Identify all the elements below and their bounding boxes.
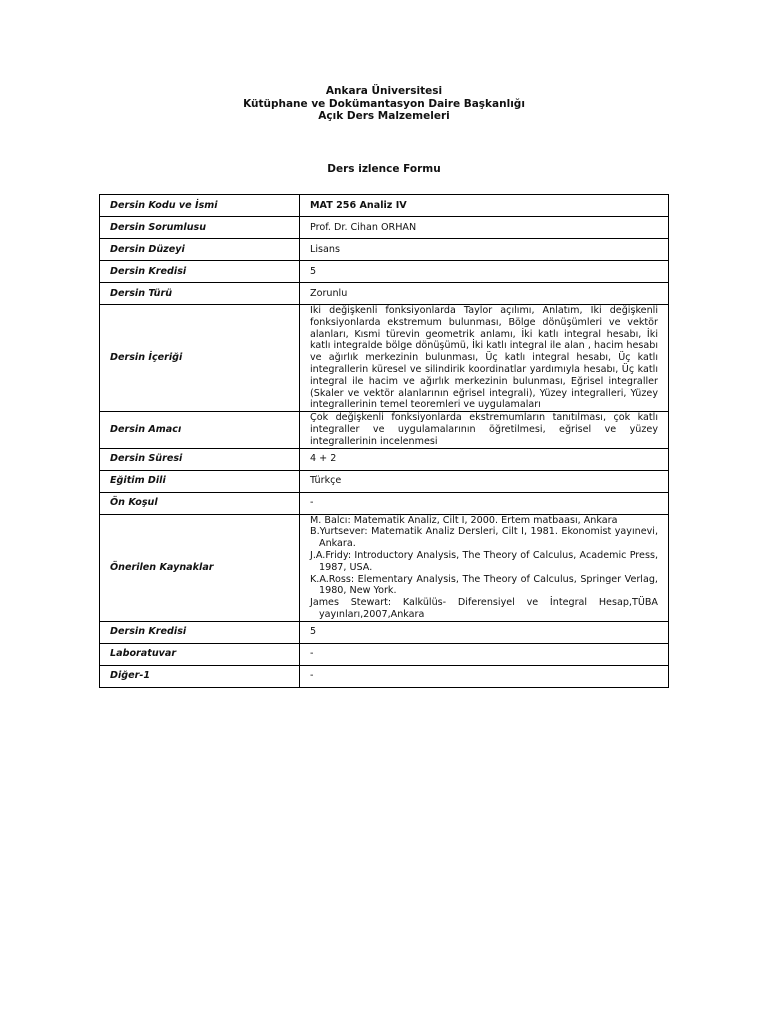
table-row — [100, 514, 669, 621]
course-aim-value: Çok değişkenli fonksiyonlarda ekstremumların tanıtılması, çok katlı integraller ve uygulamalarının öğretilmesi, eğrisel ve yüzey integrallerinin incelenmesi — [300, 412, 669, 448]
table-row — [100, 470, 669, 492]
table-row — [100, 448, 669, 470]
table-row — [100, 665, 669, 687]
row-label: Ön Koşul — [100, 492, 300, 514]
table-row — [100, 261, 669, 283]
syllabus-table — [99, 194, 669, 688]
form-title: Ders izlence Formu — [327, 163, 441, 175]
reference-item: J.A.Fridy: Introductory Analysis, The Theory of Calculus, Academic Press, 1987, USA. — [310, 549, 658, 573]
row-label: Dersin Kredisi — [100, 261, 300, 283]
row-label: Dersin Kredisi — [100, 621, 300, 643]
table-row — [100, 412, 669, 448]
table-row — [100, 283, 669, 305]
department-name: Kütüphane ve Dokümantasyon Daire Başkanlığı — [243, 97, 525, 110]
table-row — [100, 643, 669, 665]
row-label: Dersin Türü — [100, 283, 300, 305]
lab-value: - — [300, 643, 669, 665]
table-row — [100, 217, 669, 239]
row-label: Dersin Kodu ve İsmi — [100, 195, 300, 217]
course-type-value: Zorunlu — [300, 283, 669, 305]
table-row — [100, 305, 669, 412]
references-list — [300, 514, 669, 621]
course-content-value: İki değişkenli fonksiyonlarda Taylor açılımı, Anlatım, İki değişkenli fonksiyonlarda ekstremum bulunması, Bölge dönüşümleri ve vektör alanları, Kısmi türevin geometrik anlamı, İki katlı integral hesabı, İki katlı integralde bölge dönüşümü, İki katlı integral ile alan , hacim hesabı ve ağırlık merkezinin bulunması, Üç katlı integral hesabı, Üç katlı integrallerin küresel ve silindirik koordinatlar yardımıyla hesabı, Üç katlı integral ile hacim ve ağırlık merkezinin bulunması, Eğrisel integraller (Skaler ve vektör alanlarının eğrisel integrali), Yüzey integralleri, Yüzey integrallerinin temel teoremleri ve uygulamaları — [300, 305, 669, 412]
row-label: Önerilen Kaynaklar — [100, 514, 300, 621]
table-row — [100, 195, 669, 217]
university-name: Ankara Üniversitesi — [325, 85, 443, 97]
row-label: Dersin Süresi — [100, 448, 300, 470]
row-label: Dersin İçeriği — [100, 305, 300, 412]
course-credit-value: 5 — [300, 261, 669, 283]
table-row — [100, 621, 669, 643]
row-label: Laboratuvar — [100, 643, 300, 665]
row-label: Dersin Sorumlusu — [100, 217, 300, 239]
course-level-value: Lisans — [300, 239, 669, 261]
table-row — [100, 239, 669, 261]
course-duration-value: 4 + 2 — [300, 448, 669, 470]
other-value: - — [300, 665, 669, 687]
course-code-value: MAT 256 Analiz IV — [300, 195, 669, 217]
document-header — [0, 85, 768, 123]
prerequisite-value: - — [300, 492, 669, 514]
course-credit-value-2: 5 — [300, 621, 669, 643]
reference-item: James Stewart: Kalkülüs- Diferensiyel ve İntegral Hesap,TÜBA yayınları,2007,Ankara — [310, 597, 658, 620]
row-label: Dersin Düzeyi — [100, 239, 300, 261]
row-label: Eğitim Dili — [100, 470, 300, 492]
collection-name: Açık Ders Malzemeleri — [318, 110, 450, 122]
reference-item: K.A.Ross: Elementary Analysis, The Theory of Calculus, Springer Verlag, 1980, New York. — [310, 573, 658, 597]
course-owner-value: Prof. Dr. Cihan ORHAN — [300, 217, 669, 239]
course-language-value: Türkçe — [300, 470, 669, 492]
row-label: Dersin Amacı — [100, 412, 300, 448]
reference-item: M. Balcı: Matematik Analiz, Cilt I, 2000. Ertem matbaası, Ankara — [310, 514, 618, 526]
reference-item: B.Yurtsever: Matematik Analiz Dersleri, Cilt I, 1981. Ekonomist yayınevi, Ankara. — [310, 526, 658, 550]
table-row — [100, 492, 669, 514]
row-label: Diğer-1 — [100, 665, 300, 687]
